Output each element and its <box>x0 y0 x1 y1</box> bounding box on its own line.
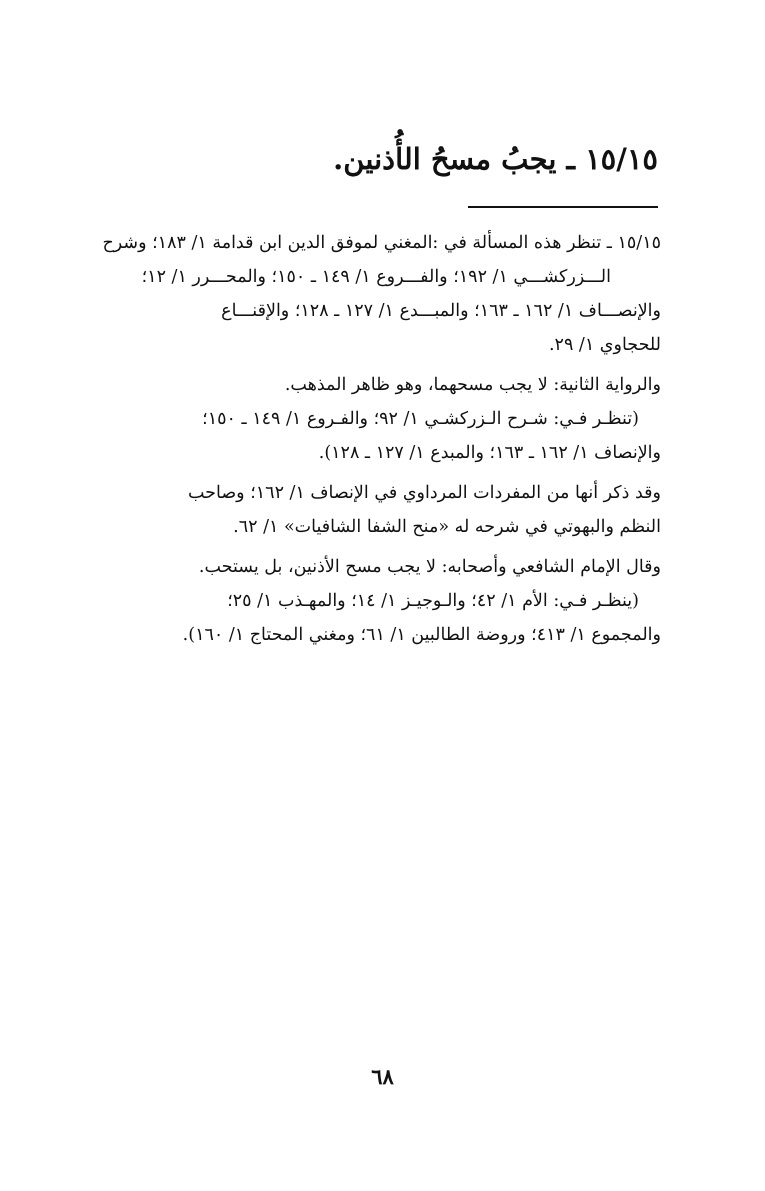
text-line: (تنظـر فـي: شـرح الـزركشـي ١/ ٩٢؛ والفـروع ١/ ١٤٩ ـ ١٥٠؛ <box>202 409 639 429</box>
text-line: (ينظـر فـي: الأم ١/ ٤٢؛ والـوجيـز ١/ ١٤؛ والمهـذب ١/ ٢٥؛ <box>227 591 639 611</box>
text-line: وقال الإمام الشافعي وأصحابه: لا يجب مسح الأذنين، بل يستحب. <box>198 557 661 577</box>
footnote-paragraph <box>60 476 661 544</box>
text-line: والمجموع ١/ ٤١٣؛ وروضة الطالبين ١/ ٦١؛ ومغني المحتاج ١/ ١٦٠). <box>182 625 661 645</box>
footnote-paragraph <box>60 368 661 470</box>
text-line: ١٥/١٥ ـ تنظر هذه المسألة في :المغني لموفق الدين ابن قدامة ١/ ١٨٣؛ وشرح <box>102 233 661 253</box>
section-heading: ١٥/١٥ ـ يجبُ مسحُ الأُذنين. <box>333 142 658 176</box>
text-line: الـــزركشـــي ١/ ١٩٢؛ والفـــروع ١/ ١٤٩ ـ ١٥٠؛ والمحـــرر ١/ ١٢؛ <box>141 267 611 287</box>
text-line: للحجاوي ١/ ٢٩. <box>548 335 661 355</box>
footnotes <box>60 226 661 652</box>
text-line: والرواية الثانية: لا يجب مسحهما، وهو ظاهر المذهب. <box>284 375 661 395</box>
text-line: والإنصـــاف ١/ ١٦٢ ـ ١٦٣؛ والمبـــدع ١/ ١٢٧ ـ ١٢٨؛ والإقنـــاع <box>221 301 661 321</box>
page-number: ٦٨ <box>371 1064 394 1089</box>
text-line: النظم والبهوتي في شرحه له «منح الشفا الشافيات» ١/ ٦٢. <box>233 517 661 537</box>
text-line: والإنصاف ١/ ١٦٢ ـ ١٦٣؛ والمبدع ١/ ١٢٧ ـ ١٢٨). <box>318 443 661 463</box>
footnote-paragraph <box>60 550 661 652</box>
text-line: وقد ذكر أنها من المفردات المرداوي في الإنصاف ١/ ١٦٢؛ وصاحب <box>187 483 661 503</box>
footnote-divider <box>468 206 658 208</box>
footnote-paragraph <box>60 226 661 362</box>
